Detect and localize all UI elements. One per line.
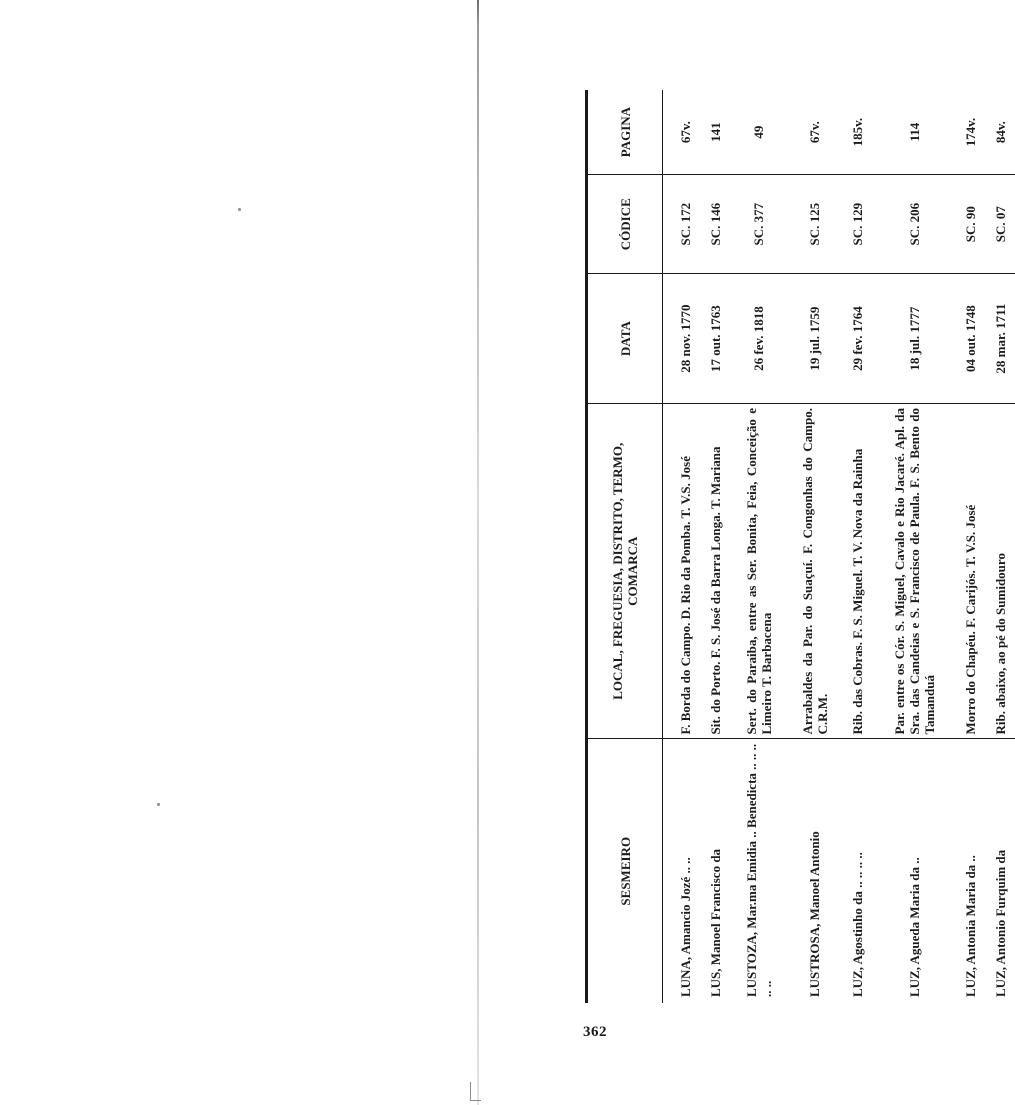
header-local: LOCAL, FREGUESIA, DISTRITO, TERMO, COMARCA <box>587 404 663 740</box>
cell-sesmeiro: LUZ, Agostinho da .. .. .. .. <box>850 852 866 997</box>
header-codice: CÓDICE <box>587 175 663 274</box>
cell-codice: SC. 377 <box>731 175 787 274</box>
cell-local <box>731 404 787 740</box>
cell-sesmeiro: LUZ, Agueda Maria da .. <box>906 857 922 997</box>
cell-codice: SC. 125 <box>787 175 843 274</box>
cell-codice: SC. 146 <box>701 175 731 274</box>
cell-sesmeiro: LUZ, Antonio Furquim da <box>992 849 1008 997</box>
cell-pagina: 174v. <box>955 90 985 175</box>
cell-codice: SC. 129 <box>843 175 873 274</box>
cell-local <box>671 404 701 740</box>
cell-local-text: F. Borda do Campo. D. Rio da Pomba. T. V.S. José <box>678 456 694 735</box>
table-row <box>787 90 843 1003</box>
page-number: 362 <box>583 1024 607 1040</box>
page-gutter-line <box>477 0 479 1105</box>
table-row <box>731 90 787 1003</box>
cell-local <box>787 404 843 740</box>
cell-sesmeiro: LUS, Manoel Francisco da <box>708 848 724 997</box>
scan-speck <box>157 803 160 806</box>
cell-sesmeiro: LUSTROSA, Manoel Antonio <box>807 831 823 997</box>
table-spacer <box>663 90 672 1003</box>
cell-local <box>955 404 985 740</box>
table-row <box>701 90 731 1003</box>
cell-data: 28 nov. 1770 <box>671 274 701 404</box>
cell-pagina: 185v. <box>843 90 873 175</box>
cell-pagina: 114 <box>873 90 955 175</box>
cell-codice: SC. 07 <box>985 175 1015 274</box>
cell-codice: SC. 206 <box>873 175 955 274</box>
table-row <box>955 90 985 1003</box>
cell-sesmeiro: LUZ, Antonia Maria da .. <box>962 855 978 997</box>
gutter-mark <box>470 1082 481 1101</box>
cell-sesmeiro: LUSTOZA, Mar.ma Emidia .. Benedicta .. .. .. .. .. <box>743 743 774 997</box>
cell-data: 29 fev. 1764 <box>843 274 873 404</box>
table-row <box>873 90 955 1003</box>
cell-pagina: 67v. <box>787 90 843 175</box>
cell-local-text: Par. entre os Cór. S. Miguel, Cavalo e Rio Jacaré. Apl. da Sra. das Candeias e S. Francisco de Paula. F. S. Bento do Tamanduá <box>891 408 937 735</box>
cell-local-text: Sert. do Paraiba, entre as Ser. Bonita, Feia, Conceição e Limeiro T. Barbacena <box>743 408 774 735</box>
cell-sesmeiro: LUNA, Amancio Jozé .. .. <box>678 857 694 997</box>
table-row <box>671 90 701 1003</box>
cell-data: 26 fev. 1818 <box>731 274 787 404</box>
cell-pagina: 67v. <box>671 90 701 175</box>
cell-pagina: 141 <box>701 90 731 175</box>
cell-pagina: 84v. <box>985 90 1015 175</box>
cell-local <box>985 404 1015 740</box>
cell-local-text: Arrabaldes da Par. do Suaçuí. F. Congonhas do Campo. C.R.M. <box>799 408 830 735</box>
cell-local <box>843 404 873 740</box>
table-row <box>843 90 873 1003</box>
cell-local <box>701 404 731 740</box>
sesmarias-table <box>585 90 1015 1003</box>
header-pagina: PAGINA <box>587 90 663 175</box>
cell-pagina: 49 <box>731 90 787 175</box>
cell-local-text: Morro do Chapéu. F. Carijós. T. V.S. José <box>962 504 978 735</box>
header-data: DATA <box>587 274 663 404</box>
table-row <box>985 90 1015 1003</box>
cell-data: 17 out. 1763 <box>701 274 731 404</box>
cell-local-text: Rib. das Cobras. F. S. Miguel. T. V. Nova da Rainha <box>850 448 866 735</box>
header-sesmeiro: SESMEIRO <box>587 739 663 1003</box>
cell-local <box>873 404 955 740</box>
table-header-row <box>587 90 663 1003</box>
cell-codice: SC. 90 <box>955 175 985 274</box>
cell-data: 18 jul. 1777 <box>873 274 955 404</box>
cell-data: 28 mar. 1711 <box>985 274 1015 404</box>
cell-local-text: Sit. do Porto. F. S. José da Barra Longa. T. Mariana <box>708 446 724 735</box>
cell-codice: SC. 172 <box>671 175 701 274</box>
cell-local-text: Rib. abaixo, ao pé do Sumidouro <box>992 553 1008 735</box>
scan-speck <box>238 208 241 211</box>
sesmarias-table-wrapper <box>585 90 1015 1003</box>
cell-data: 19 jul. 1759 <box>787 274 843 404</box>
cell-data: 04 out. 1748 <box>955 274 985 404</box>
